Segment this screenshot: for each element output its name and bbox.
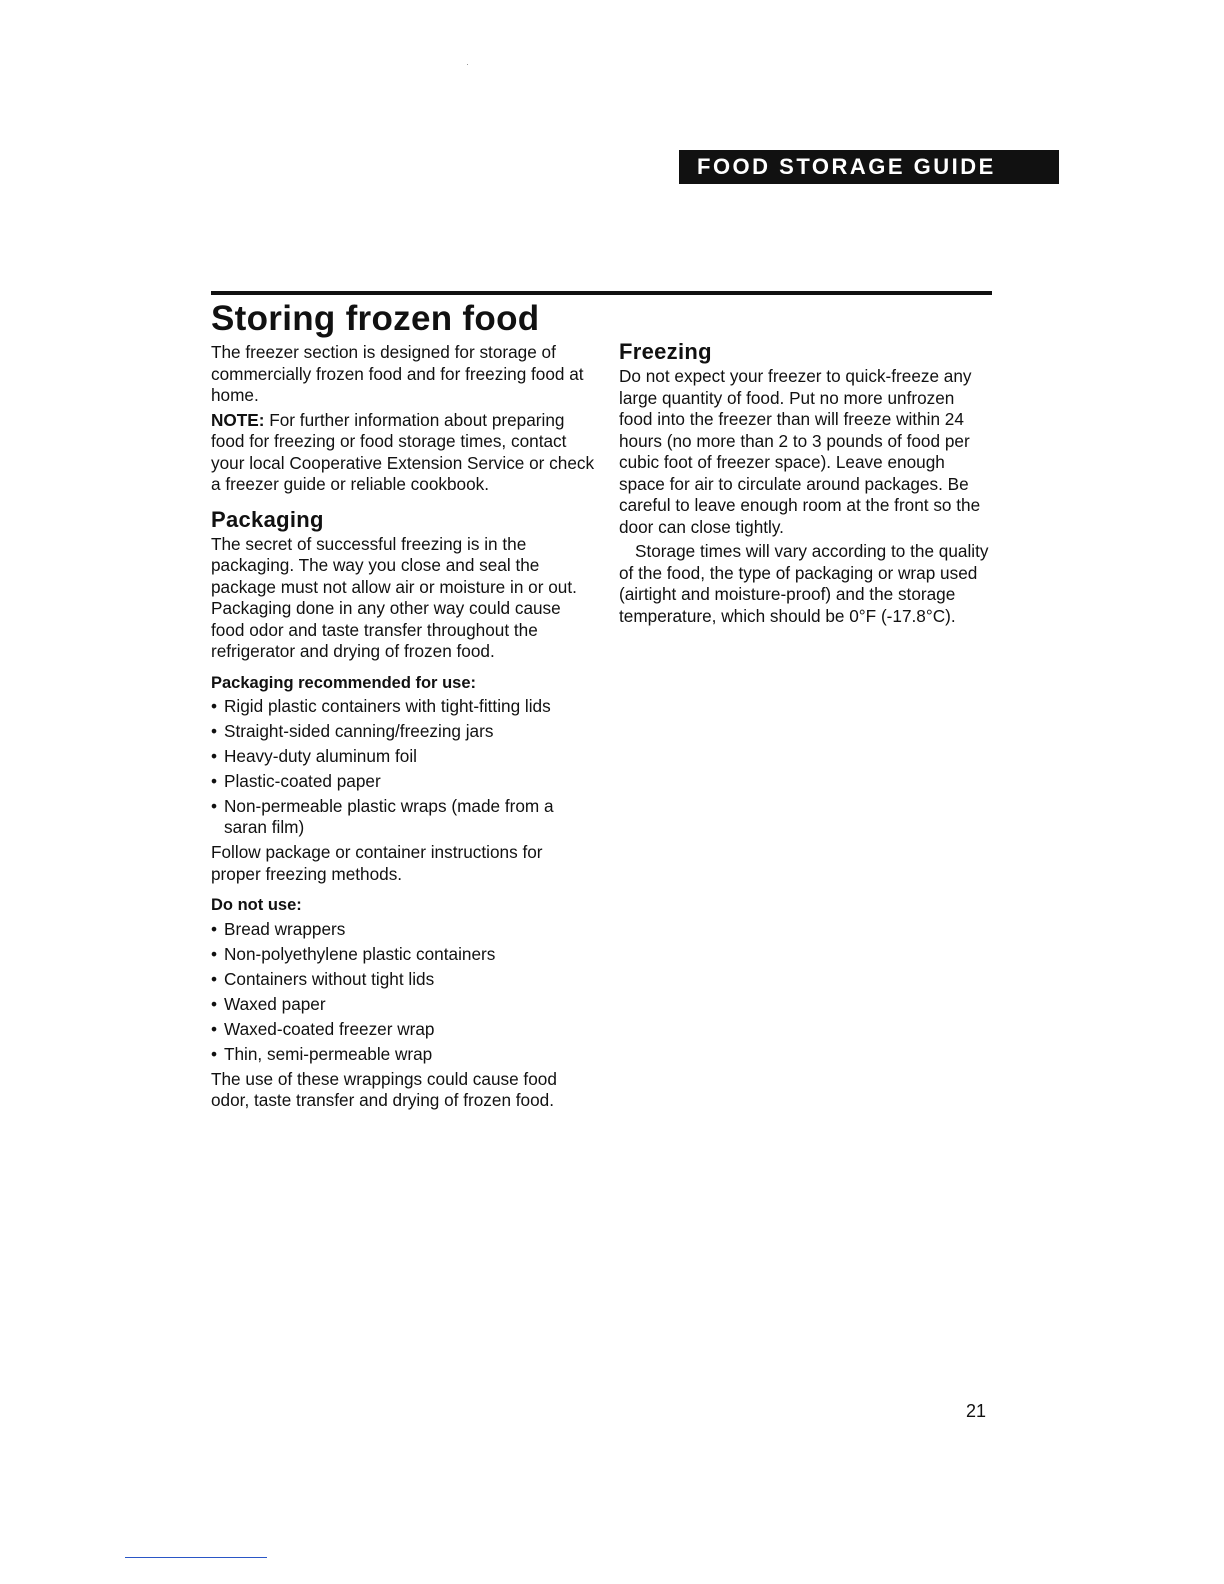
note-label: NOTE: bbox=[211, 409, 265, 430]
packaging-paragraph: The secret of successful freezing is in the packaging. The way you close and seal the package must not allow air or moisture in or out. Packaging done in any other way could cause food odor and taste transfer throughout the refrigerator and drying of frozen food. bbox=[211, 533, 577, 661]
recommended-list bbox=[211, 696, 596, 838]
list-item: • Plastic-coated paper bbox=[211, 771, 596, 792]
list-item: • Waxed-coated freezer wrap bbox=[211, 1019, 596, 1040]
footer-rule bbox=[125, 1557, 267, 1558]
scan-speck bbox=[467, 64, 468, 65]
page-number: 21 bbox=[966, 1401, 987, 1421]
storage-paragraph: Storage times will vary according to the quality of the food, the type of packaging or wrap used (airtight and moisture-proof) and the storage temperature, which should be 0°F (-17.8°C). bbox=[619, 541, 989, 626]
list-item: • Heavy-duty aluminum foil bbox=[211, 746, 596, 767]
note-text: For further information about preparing food for freezing or food storage times, contact your local Cooperative Extension Service or check a freezer guide or reliable cookbook. bbox=[211, 409, 595, 494]
intro-paragraph: The freezer section is designed for storage of commercially frozen food and for freezing food at home. bbox=[211, 342, 584, 405]
list-item: • Bread wrappers bbox=[211, 919, 596, 940]
page-title: Storing frozen food bbox=[211, 299, 540, 338]
list-item: • Rigid plastic containers with tight-fitting lids bbox=[211, 696, 596, 717]
title-rule bbox=[211, 291, 992, 295]
list-item: • Straight-sided canning/freezing jars bbox=[211, 721, 596, 742]
note-paragraph bbox=[211, 410, 596, 496]
recommended-heading: Packaging recommended for use: bbox=[211, 673, 476, 692]
list-item: • Thin, semi-permeable wrap bbox=[211, 1044, 596, 1065]
left-column bbox=[211, 342, 596, 1112]
do-not-use-list bbox=[211, 919, 596, 1065]
list-item: • Non-permeable plastic wraps (made from a saran film) bbox=[211, 796, 596, 838]
freezing-paragraph: Do not expect your freezer to quick-freeze any large quantity of food. Put no more unfrozen food into the freezer than will freeze within 24 hours (no more than 2 to 3 pounds of food per cubic foot of freezer space). Leave enough space for air to circulate around packages. Be careful to leave enough room at the front so the door can close tightly. bbox=[619, 366, 981, 537]
list-item: • Containers without tight lids bbox=[211, 969, 596, 990]
section-banner: FOOD STORAGE GUIDE bbox=[679, 150, 1059, 184]
list-item: • Non-polyethylene plastic containers bbox=[211, 944, 596, 965]
packaging-heading: Packaging bbox=[211, 506, 324, 532]
closing-paragraph: The use of these wrappings could cause food odor, taste transfer and drying of frozen food. bbox=[211, 1068, 557, 1110]
list-item: • Waxed paper bbox=[211, 994, 596, 1015]
freezing-heading: Freezing bbox=[619, 339, 712, 364]
right-column bbox=[619, 338, 989, 627]
do-not-use-heading: Do not use: bbox=[211, 896, 302, 914]
follow-paragraph: Follow package or container instructions for proper freezing methods. bbox=[211, 842, 543, 884]
